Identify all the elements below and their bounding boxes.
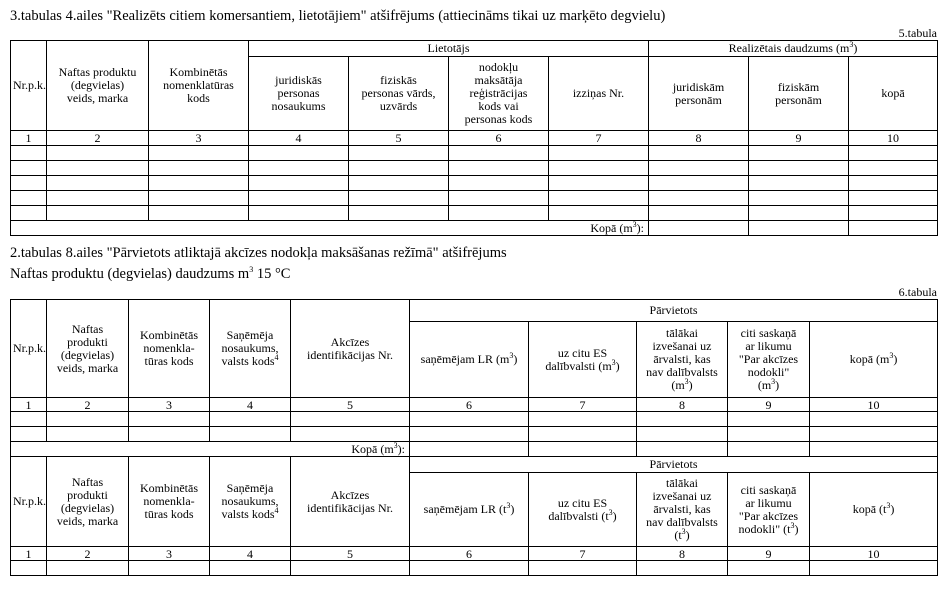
table-row [11, 191, 938, 206]
col-nr-header: Nr.p.k. [11, 41, 47, 131]
col-legal-name-header: juridiskās personas nosaukums [249, 57, 349, 131]
t6-col-recipient-lr-m3: saņēmējam LR $(m^3)$ [410, 322, 529, 398]
table-row [11, 412, 938, 427]
t6-col-other-law-m3: citi saskaņā ar likumu "Par akcīzes nodokli" $(m^3)$ [728, 322, 810, 398]
t6b-col-nr-header: Nr.p.k. [11, 457, 47, 547]
column-number-row: 1 2 3 4 5 6 7 8 9 10 [11, 131, 938, 146]
table6-label: 6.tabula [898, 285, 937, 299]
table-row [11, 176, 938, 191]
t6-col-other-eu-m3: uz citu ES dalībvalsti $(m^3)$ [529, 322, 637, 398]
table6 [10, 299, 938, 576]
table-row [11, 161, 938, 176]
table-row [11, 146, 938, 161]
t6-col-cn-code-header: Kombinētās nomenkla- tūras kods [129, 300, 210, 398]
t6-total-row [11, 442, 938, 457]
col-sold-total-header: kopā [849, 57, 938, 131]
t6b-col-excise-id-header: Akcīzes identifikācijas Nr. [291, 457, 410, 547]
t6b-column-number-row: 1 2 3 4 5 6 7 8 9 10 [11, 547, 938, 561]
group-sold-header: Realizētais daudzums $(m^3)$ [649, 41, 938, 57]
t6b-col-product-header: Naftas produkti (degvielas) veids, marka [47, 457, 129, 547]
col-cn-code-header: Kombinētās nomenklatūras kods [149, 41, 249, 131]
table-row [11, 561, 938, 576]
t6b-col-recipient-lr-t: saņēmējam LR $(t^3)$ [410, 473, 529, 547]
t6-group-moved-header: Pārvietots [410, 300, 938, 322]
total-label: Kopā $(m^3)$: [11, 221, 649, 236]
t6b-col-export-t: tālākai izvešanai uz ārvalsti, kas nav dalībvalsts $(t^3)$ [637, 473, 728, 547]
t6b-col-other-law-t: citi saskaņā ar likumu "Par akcīzes nodokli" $(t^3)$ [728, 473, 810, 547]
total-row [11, 221, 938, 236]
table-row [11, 206, 938, 221]
table-row [11, 427, 938, 442]
col-sold-legal-header: juridiskām personām [649, 57, 749, 131]
t6-total-label: Kopā $(m^3)$: [11, 442, 410, 457]
col-product-header: Naftas produktu (degvielas) veids, marka [47, 41, 149, 131]
section2-heading: 2.tabulas 8.ailes "Pārvietots atliktajā akcīzes nodokļa maksāšanas režīmā" atšifrējums [10, 245, 507, 261]
t6-col-total-m3: kopā $(m^3)$ [810, 322, 938, 398]
t6b-col-recipient-header: Saņēmēja nosaukums, valsts kods$^4$ [210, 457, 291, 547]
group-user-header: Lietotājs [249, 41, 649, 57]
col-sold-natural-header: fiziskām personām [749, 57, 849, 131]
t6b-col-total-t: kopā $(t^3)$ [810, 473, 938, 547]
t6-col-excise-id-header: Akcīzes identifikācijas Nr. [291, 300, 410, 398]
t6-col-recipient-header: Saņēmēja nosaukums, valsts kods$^4$ [210, 300, 291, 398]
t6-column-number-row: 1 2 3 4 5 6 7 8 9 10 [11, 398, 938, 412]
t6b-group-moved-header: Pārvietots [410, 457, 938, 473]
t6-col-product-header: Naftas produkti (degvielas) veids, marka [47, 300, 129, 398]
section1-heading: 3.tabulas 4.ailes "Realizēts citiem komersantiem, lietotājiem" atšifrējums (attiecināms tikai uz marķēto degvielu) [10, 8, 666, 24]
section2-subheading: Naftas produktu (degvielas) daudzums $m^3$ 15 °C [10, 265, 291, 282]
table5-label: 5.tabula [898, 26, 937, 40]
t6-col-export-m3: tālākai izvešanai uz ārvalsti, kas nav dalībvalsts $(m^3)$ [637, 322, 728, 398]
col-tax-code-header: nodokļu maksātāja reģistrācijas kods vai personas kods [449, 57, 549, 131]
t6b-col-cn-code-header: Kombinētās nomenkla- tūras kods [129, 457, 210, 547]
table5 [10, 40, 938, 236]
col-certificate-header: izziņas Nr. [549, 57, 649, 131]
t6-col-nr-header: Nr.p.k. [11, 300, 47, 398]
t6b-col-other-eu-t: uz citu ES dalībvalsti $(t^3)$ [529, 473, 637, 547]
col-person-name-header: fiziskās personas vārds, uzvārds [349, 57, 449, 131]
